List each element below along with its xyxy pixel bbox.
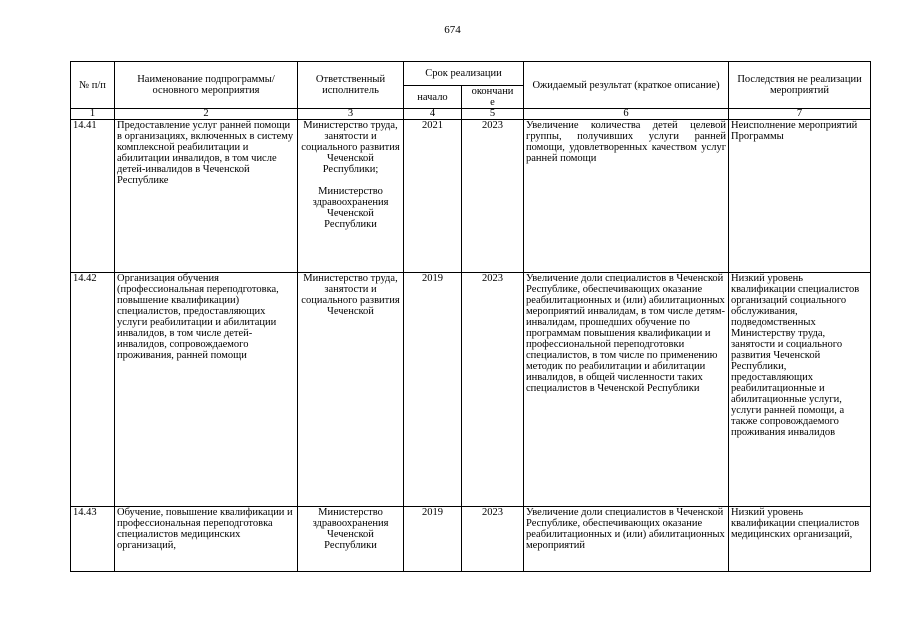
header-result: Ожидаемый результат (краткое описание): [524, 62, 729, 109]
measures-table: [70, 61, 871, 572]
row-number: 14.43: [71, 507, 115, 572]
row-number: 14.41: [71, 120, 115, 273]
row-start: 2019: [404, 273, 462, 507]
row-executor: [298, 120, 404, 273]
table-row: [71, 507, 871, 572]
header-end: [462, 86, 524, 109]
header-number: № п/п: [71, 62, 115, 109]
row-executor-1: Министерство труда, занятости и социального развития Чеченской Республики;: [301, 120, 400, 175]
header-end-line2: е: [490, 97, 495, 108]
row-end: 2023: [462, 507, 524, 572]
column-number: 1: [71, 109, 115, 120]
row-result: Увеличение доли специалистов в Чеченской Республике, обеспечивающих оказание реабилитационных и (или) абилитационных мероприятий: [524, 507, 729, 572]
header-name: Наименование подпрограммы/ основного мероприятия: [115, 62, 298, 109]
header-consequences: Последствия не реализации мероприятий: [729, 62, 871, 109]
row-end: 2023: [462, 273, 524, 507]
column-number: 7: [729, 109, 871, 120]
column-number: 5: [462, 109, 524, 120]
row-consequences: Низкий уровень квалификации специалистов организаций социального обслуживания, подведомственных Министерству труда, занятости и социального развития Чеченской Республики, предоставляющих реабилитационные и абилитационные услуги, услуги ранней помощи, а также сопровождаемого проживания инвалидов: [729, 273, 871, 507]
table-row: [71, 273, 871, 507]
column-number: 3: [298, 109, 404, 120]
column-number: 2: [115, 109, 298, 120]
row-result: Увеличение доли специалистов в Чеченской Республике, обеспечивающих оказание реабилитационных и (или) абилитационных мероприятий инвалидам, в том числе детям-инвалидам, прошедших обучение по программам повышения квалификации и профессиональной переподготовки специалистов, в том числе по применению методик по реабилитации и абилитации инвалидов, в общей численности таких специалистов в Чеченской Республики: [524, 273, 729, 507]
row-executor: Министерство труда, занятости и социального развития Чеченской: [298, 273, 404, 507]
row-consequences: Неисполнение мероприятий Программы: [729, 120, 871, 273]
row-name: Предоставление услуг ранней помощи в организациях, включенных в систему комплексной реабилитации и абилитации инвалидов, в том числе детей-инвалидов в Чеченской Республике: [115, 120, 298, 273]
row-consequences: Низкий уровень квалификации специалистов медицинских организаций,: [729, 507, 871, 572]
header-end-line1: окончани: [471, 86, 514, 97]
header-executor: Ответственный исполнитель: [298, 62, 404, 109]
row-result: Увеличение количества детей целевой группы, получивших услуги ранней помощи, удовлетворенных качеством услуг ранней помощи: [524, 120, 729, 273]
row-start: 2021: [404, 120, 462, 273]
row-start: 2019: [404, 507, 462, 572]
row-end: 2023: [462, 120, 524, 273]
header-start: начало: [404, 86, 462, 109]
column-number: 6: [524, 109, 729, 120]
header-period: Срок реализации: [404, 62, 524, 86]
row-name: Обучение, повышение квалификации и профессиональная переподготовка специалистов медицинских организаций,: [115, 507, 298, 572]
row-number: 14.42: [71, 273, 115, 507]
row-name: Организация обучения (профессиональная переподготовка, повышение квалификации) специалистов, предоставляющих услуги реабилитации и абилитации инвалидов, в том числе детей-инвалидов, сопровождаемого проживания, ранней помощи: [115, 273, 298, 507]
row-executor-2: Министерство здравоохранения Чеченской Республики: [312, 186, 389, 230]
row-executor: Министерство здравоохранения Чеченской Республики: [298, 507, 404, 572]
page-number: 674: [444, 24, 461, 36]
column-number: 4: [404, 109, 462, 120]
table-row: [71, 120, 871, 273]
